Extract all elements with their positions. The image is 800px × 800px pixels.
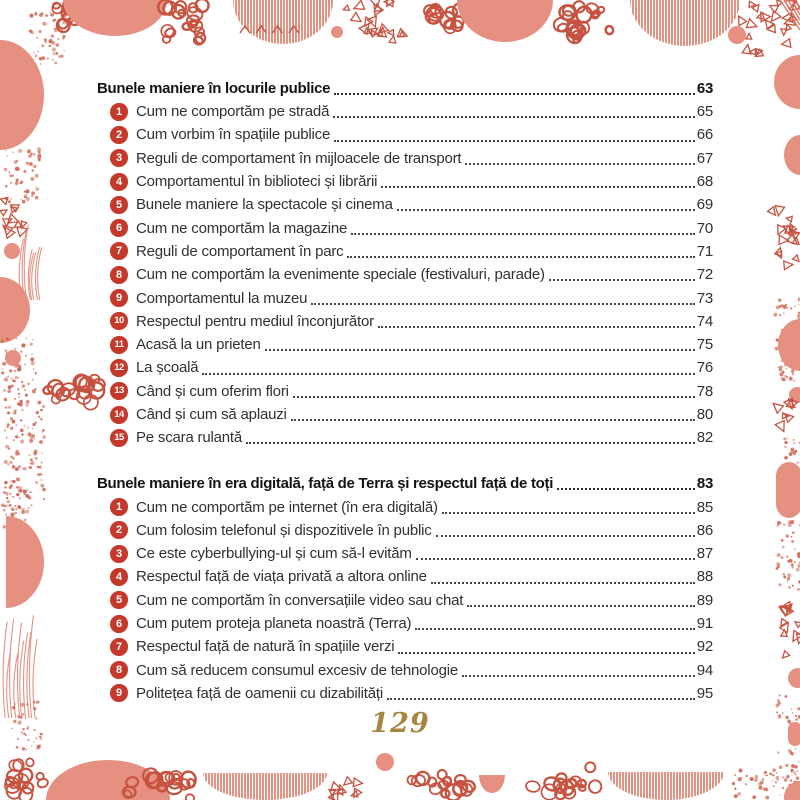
toc-item[interactable] — [97, 147, 713, 170]
item-number-badge: 13 — [110, 382, 128, 400]
toc-item-label: Respectul față de natură în spațiile verzi — [136, 638, 395, 656]
toc-section-entry[interactable] — [97, 471, 713, 495]
dotted-leader — [333, 100, 694, 118]
toc-item-page: 80 — [696, 406, 713, 423]
toc-item-page: 68 — [696, 173, 713, 191]
toc-item-label: Reguli de comportament în parc — [136, 242, 344, 260]
toc-item-page: 89 — [696, 591, 713, 609]
toc-item-page: 73 — [696, 289, 713, 307]
toc-section-title: Bunele maniere în era digitală, față de Terra și respectul față de toți — [97, 474, 554, 492]
toc-section — [97, 76, 713, 449]
toc-item-page: 75 — [696, 336, 713, 354]
toc-item[interactable] — [97, 635, 713, 658]
dotted-leader — [442, 495, 695, 513]
toc-item[interactable] — [97, 380, 713, 403]
toc-item[interactable] — [97, 100, 713, 123]
dotted-leader — [378, 310, 695, 328]
toc-item-page: 78 — [696, 382, 713, 400]
toc-item-label: Când și cum să aplauzi — [136, 406, 287, 423]
toc-item-label: Cum folosim telefonul și dispozitivele în public — [136, 521, 432, 539]
toc-item-label: Acasă la un prieten — [136, 336, 261, 354]
toc-item[interactable] — [97, 542, 713, 565]
toc-item[interactable] — [97, 589, 713, 612]
toc-item-page: 92 — [696, 638, 713, 656]
toc-item[interactable] — [97, 612, 713, 635]
dotted-leader — [347, 240, 694, 258]
toc-item-page: 76 — [696, 359, 713, 377]
dotted-leader — [465, 147, 694, 165]
toc-section-title: Bunele maniere în locurile publice — [97, 79, 331, 97]
toc-item-label: Comportamentul la muzeu — [136, 289, 308, 307]
toc-item[interactable] — [97, 193, 713, 216]
dotted-leader — [334, 123, 695, 141]
toc-item-label: Comportamentul în biblioteci și librării — [136, 173, 378, 191]
dotted-leader — [381, 170, 694, 188]
toc-item-page: 71 — [696, 242, 713, 260]
toc-item[interactable] — [97, 240, 713, 263]
dotted-leader — [246, 426, 695, 444]
toc-item-page: 94 — [696, 661, 713, 679]
dotted-leader — [291, 403, 695, 421]
toc-item-page: 69 — [696, 196, 713, 214]
toc-item-label: Pe scara rulantă — [136, 429, 243, 447]
dotted-leader — [387, 682, 695, 700]
dotted-leader — [265, 333, 695, 351]
toc-item[interactable] — [97, 356, 713, 379]
toc-item-page: 95 — [696, 684, 713, 702]
toc-item-label: Politețea față de oamenii cu dizabilități — [136, 684, 383, 702]
item-number-badge: 6 — [110, 219, 128, 237]
dotted-leader — [202, 356, 694, 374]
dotted-leader — [334, 76, 695, 95]
toc-section-items — [97, 495, 713, 705]
item-number-badge: 5 — [110, 196, 128, 214]
toc-item-label: Cum ne comportăm pe stradă — [136, 103, 330, 121]
dotted-leader — [415, 612, 694, 630]
item-number-badge: 2 — [110, 126, 128, 144]
toc-item[interactable] — [97, 170, 713, 193]
item-number-badge: 3 — [110, 545, 128, 563]
toc-item[interactable] — [97, 333, 713, 356]
toc-item-label: La școală — [136, 359, 199, 377]
toc-item-page: 91 — [696, 615, 713, 633]
item-number-badge: 9 — [110, 684, 128, 702]
toc-item[interactable] — [97, 519, 713, 542]
book-page-number: 129 — [370, 708, 430, 739]
toc-section — [97, 471, 713, 705]
toc-section-entry[interactable] — [97, 76, 713, 100]
item-number-badge: 10 — [110, 312, 128, 330]
toc-section-page: 63 — [696, 79, 713, 97]
item-number-badge: 6 — [110, 615, 128, 633]
toc-item[interactable] — [97, 310, 713, 333]
item-number-badge: 12 — [110, 359, 128, 377]
toc-item-page: 86 — [696, 521, 713, 539]
dotted-leader — [462, 659, 695, 677]
toc-item[interactable] — [97, 659, 713, 682]
dotted-leader — [549, 263, 695, 281]
item-number-badge: 15 — [110, 429, 128, 447]
toc-item-page: 74 — [696, 312, 713, 330]
item-number-badge: 4 — [110, 568, 128, 586]
toc-item-label: Cum putem proteja planeta noastră (Terra) — [136, 615, 412, 633]
toc-item[interactable] — [97, 495, 713, 518]
toc-item-page: 65 — [696, 103, 713, 121]
toc-item-label: Cum ne comportăm la magazine — [136, 219, 348, 237]
toc-section-items — [97, 100, 713, 449]
item-number-badge: 1 — [110, 498, 128, 516]
toc-item-label: Respectul pentru mediul înconjurător — [136, 312, 374, 330]
item-number-badge: 14 — [110, 406, 128, 424]
toc-item-label: Bunele maniere la spectacole și cinema — [136, 196, 393, 214]
toc-item-page: 72 — [696, 266, 713, 284]
dotted-leader — [397, 193, 695, 211]
dotted-leader — [557, 471, 695, 490]
toc-item-label: Reguli de comportament în mijloacele de transport — [136, 149, 462, 167]
toc-item-label: Când și cum oferim flori — [136, 382, 289, 400]
dotted-leader — [311, 286, 694, 304]
toc-item-page: 88 — [696, 568, 713, 586]
toc-item-label: Ce este cyberbullying-ul și cum să-l evităm — [136, 545, 412, 563]
toc-item-page: 82 — [696, 429, 713, 447]
toc-item-label: Cum ne comportăm la evenimente speciale (festivaluri, parade) — [136, 266, 545, 284]
toc-item-label: Respectul față de viața privată a altora online — [136, 568, 427, 586]
toc-item[interactable] — [97, 263, 713, 286]
toc-item[interactable] — [97, 565, 713, 588]
item-number-badge: 8 — [110, 661, 128, 679]
toc-item[interactable] — [97, 682, 713, 705]
toc-item-page: 87 — [696, 545, 713, 563]
dotted-leader — [416, 542, 695, 560]
item-number-badge: 7 — [110, 242, 128, 260]
toc-section-page: 83 — [696, 474, 713, 492]
item-number-badge: 3 — [110, 149, 128, 167]
item-number-badge: 5 — [110, 591, 128, 609]
item-number-badge: 2 — [110, 521, 128, 539]
toc-item[interactable] — [97, 403, 713, 426]
item-number-badge: 1 — [110, 103, 128, 121]
toc-item-label: Cum ne comportăm în conversațiile video sau chat — [136, 591, 464, 609]
toc-item[interactable] — [97, 123, 713, 146]
dotted-leader — [293, 380, 695, 398]
table-of-contents — [97, 76, 713, 705]
dotted-leader — [467, 589, 694, 607]
toc-item-page: 67 — [696, 149, 713, 167]
toc-item-page: 66 — [696, 126, 713, 144]
toc-item-page: 70 — [696, 219, 713, 237]
dotted-leader — [436, 519, 695, 537]
item-number-badge: 8 — [110, 266, 128, 284]
toc-item-label: Cum vorbim în spațiile publice — [136, 126, 331, 144]
toc-item[interactable] — [97, 426, 713, 449]
toc-item-label: Cum să reducem consumul excesiv de tehnologie — [136, 661, 459, 679]
item-number-badge: 4 — [110, 173, 128, 191]
dotted-leader — [351, 216, 695, 234]
toc-item[interactable] — [97, 286, 713, 309]
item-number-badge: 7 — [110, 638, 128, 656]
dotted-leader — [398, 635, 694, 653]
item-number-badge: 9 — [110, 289, 128, 307]
toc-item[interactable] — [97, 216, 713, 239]
item-number-badge: 11 — [110, 336, 128, 354]
toc-item-label: Cum ne comportăm pe internet (în era digitală) — [136, 498, 438, 516]
toc-item-page: 85 — [696, 498, 713, 516]
dotted-leader — [431, 565, 695, 583]
